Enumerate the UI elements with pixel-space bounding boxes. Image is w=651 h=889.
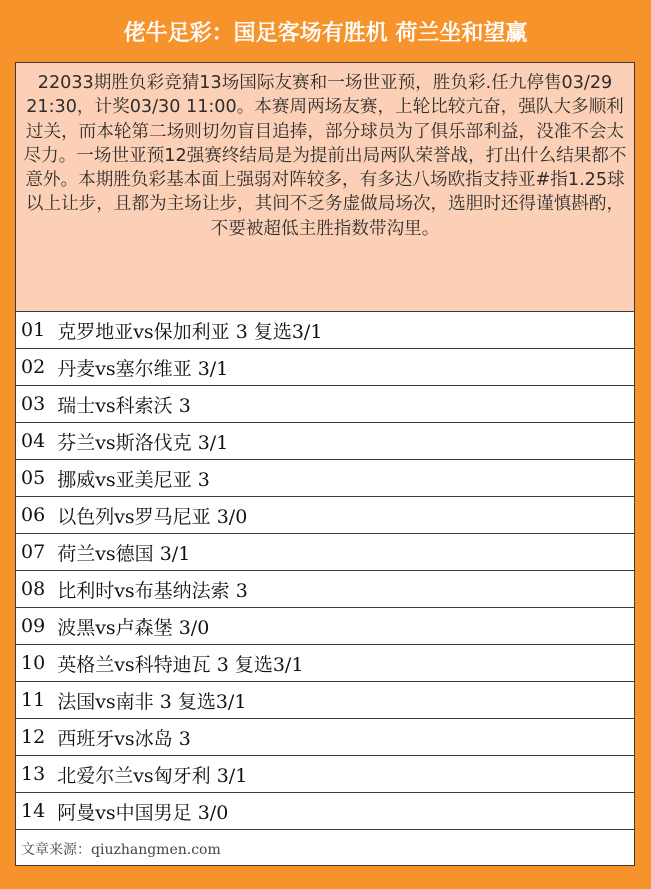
match-number: 11 [21, 689, 46, 711]
source-credit: 文章来源：qiuzhangmen.com [21, 841, 221, 858]
match-text: 荷兰vs德国 3/1 [57, 542, 191, 565]
match-row [16, 645, 634, 682]
match-text: 波黑vs卢森堡 3/0 [57, 616, 210, 639]
match-text: 比利时vs布基纳法索 3 [57, 579, 248, 602]
match-number: 13 [21, 763, 46, 785]
match-number: 04 [21, 430, 46, 452]
intro-paragraph: 22033期胜负彩竞猜13场国际友赛和一场世亚预，胜负彩.任九停售03/29 21:30，计奖03/30 11:00。本赛周两场友赛，上轮比较亢奋，强队大多顺利过关，而本轮第二场则切勿盲目追捧，部分球员为了俱乐部利益，没准不会太尽力。一场世亚预12强赛终结局是为提前出局两队荣誉战，打出什么结果都不意外。本期胜负彩基本面上强弱对阵较多，有多达八场欧指支持亚#指1.25球以上让步，且都为主场让步，其间不乏务虚做局场次，选胆时还得谨慎斟酌，不要被超低主胜指数带沟里。 [16, 63, 634, 312]
match-text: 以色列vs罗马尼亚 3/0 [57, 505, 248, 528]
match-number: 01 [21, 319, 46, 341]
match-text: 西班牙vs冰岛 3 [57, 727, 191, 750]
match-row [16, 460, 634, 497]
match-text: 挪威vs亚美尼亚 3 [57, 468, 210, 491]
match-row [16, 571, 634, 608]
match-row [16, 423, 634, 460]
match-row [16, 756, 634, 793]
match-text: 阿曼vs中国男足 3/0 [57, 801, 229, 824]
match-number: 09 [21, 615, 46, 637]
match-row [16, 312, 634, 349]
match-number: 06 [21, 504, 46, 526]
match-text: 英格兰vs科特迪瓦 3 复选3/1 [57, 653, 304, 676]
match-text: 瑞士vs科索沃 3 [57, 394, 191, 417]
match-text: 丹麦vs塞尔维亚 3/1 [57, 357, 229, 380]
match-number: 14 [21, 800, 46, 822]
match-row [16, 534, 634, 571]
match-text: 法国vs南非 3 复选3/1 [57, 690, 247, 713]
match-number: 03 [21, 393, 46, 415]
match-number: 02 [21, 356, 46, 378]
match-text: 北爱尔兰vs匈牙利 3/1 [57, 764, 248, 787]
match-row [16, 349, 634, 386]
match-row [16, 497, 634, 534]
match-row [16, 386, 634, 423]
match-row [16, 682, 634, 719]
match-text: 芬兰vs斯洛伐克 3/1 [57, 431, 229, 454]
match-number: 08 [21, 578, 46, 600]
match-number: 07 [21, 541, 46, 563]
match-number: 10 [21, 652, 46, 674]
match-number: 05 [21, 467, 46, 489]
match-row [16, 793, 634, 830]
match-text: 克罗地亚vs保加利亚 3 复选3/1 [57, 320, 323, 343]
page-title: 佬牛足彩：国足客场有胜机 荷兰坐和望赢 [123, 20, 528, 46]
match-row [16, 608, 634, 645]
content-panel [15, 62, 635, 866]
match-row [16, 719, 634, 756]
match-number: 12 [21, 726, 46, 748]
